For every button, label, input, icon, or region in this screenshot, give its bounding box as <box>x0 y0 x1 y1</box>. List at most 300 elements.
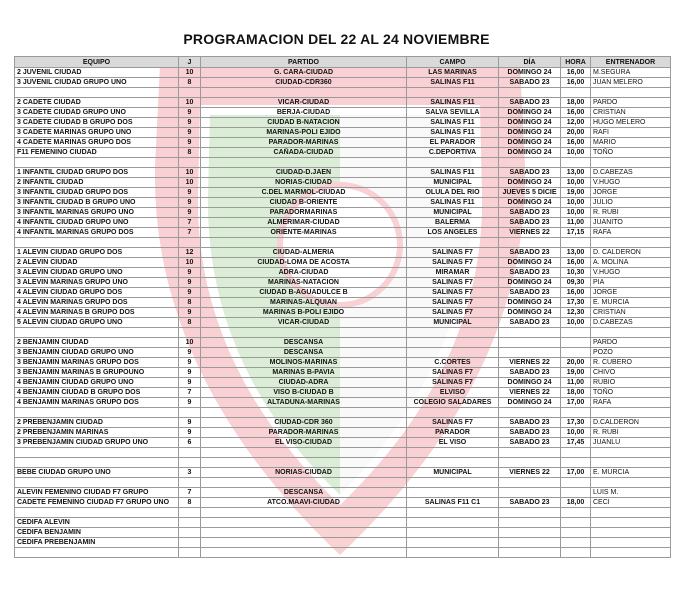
match-cell: CAÑADA-CIUDAD <box>201 148 407 158</box>
table-row <box>15 348 671 358</box>
match-cell: CIUDAD-CDR 360 <box>201 418 407 428</box>
coach-cell: JUAN MELERO <box>591 78 671 88</box>
round-cell: 9 <box>179 418 201 428</box>
field-cell: LOS ANGELES <box>407 228 499 238</box>
team-cell: 3 ALEVIN MARINAS GRUPO UNO <box>15 278 179 288</box>
coach-cell: PARDO <box>591 98 671 108</box>
table-row <box>15 398 671 408</box>
table-row <box>15 358 671 368</box>
match-cell: VISO B-CIUDAD B <box>201 388 407 398</box>
field-cell <box>407 488 499 498</box>
table-row <box>15 458 671 468</box>
table-row <box>15 528 671 538</box>
table-row <box>15 168 671 178</box>
round-cell <box>179 88 201 98</box>
coach-cell: RUBIO <box>591 378 671 388</box>
team-cell <box>15 328 179 338</box>
team-cell: 3 BENJAMIN MARINAS B GRUPOUNO <box>15 368 179 378</box>
round-cell: 8 <box>179 318 201 328</box>
table-row <box>15 498 671 508</box>
time-cell <box>561 238 591 248</box>
field-cell <box>407 528 499 538</box>
time-cell: 13,00 <box>561 248 591 258</box>
round-cell: 7 <box>179 228 201 238</box>
coach-cell <box>591 518 671 528</box>
coach-cell <box>591 508 671 518</box>
day-cell <box>499 538 561 548</box>
table-row <box>15 388 671 398</box>
table-row <box>15 178 671 188</box>
match-cell <box>201 528 407 538</box>
match-cell: ALTADUNA-MARINAS <box>201 398 407 408</box>
round-cell: 9 <box>179 268 201 278</box>
field-cell <box>407 538 499 548</box>
match-cell: MOLINOS-MARINAS <box>201 358 407 368</box>
coach-cell: PARDO <box>591 338 671 348</box>
day-cell: DOMINGO 24 <box>499 148 561 158</box>
round-cell: 9 <box>179 428 201 438</box>
field-cell <box>407 158 499 168</box>
coach-cell: R. CUBERO <box>591 358 671 368</box>
team-cell: 3 PREBENJAMIN CIUDAD GRUPO UNO <box>15 438 179 448</box>
team-cell <box>15 448 179 458</box>
match-cell: NORIAS-CIUDAD <box>201 178 407 188</box>
field-cell <box>407 238 499 248</box>
time-cell <box>561 328 591 338</box>
team-cell <box>15 238 179 248</box>
field-cell <box>407 458 499 468</box>
day-cell: SABADO 23 <box>499 98 561 108</box>
coach-cell: MARIO <box>591 138 671 148</box>
day-cell: VIERNES 22 <box>499 358 561 368</box>
field-cell <box>407 88 499 98</box>
day-cell <box>499 238 561 248</box>
table-row <box>15 138 671 148</box>
team-cell <box>15 408 179 418</box>
coach-cell <box>591 328 671 338</box>
table-row <box>15 228 671 238</box>
round-cell: 12 <box>179 248 201 258</box>
match-cell: CIUDAD-ADRA <box>201 378 407 388</box>
match-cell: ATCO.MAAVI-CIUDAD <box>201 498 407 508</box>
day-cell <box>499 348 561 358</box>
day-cell: DOMINGO 24 <box>499 308 561 318</box>
match-cell: MARINAS B-POLI EJIDO <box>201 308 407 318</box>
field-cell: SALINAS F11 <box>407 198 499 208</box>
round-cell: 10 <box>179 178 201 188</box>
match-cell <box>201 508 407 518</box>
team-cell: 3 BENJAMIN CIUDAD GRUPO UNO <box>15 348 179 358</box>
field-cell: EL PARADOR <box>407 138 499 148</box>
day-cell: SABADO 23 <box>499 428 561 438</box>
day-cell: SABADO 23 <box>499 268 561 278</box>
round-cell: 10 <box>179 258 201 268</box>
time-cell: 16,00 <box>561 258 591 268</box>
field-cell: MUNICIPAL <box>407 178 499 188</box>
day-cell: SABADO 23 <box>499 418 561 428</box>
time-cell: 10,00 <box>561 318 591 328</box>
table-row <box>15 468 671 478</box>
field-cell: COLEGIO SALADARES <box>407 398 499 408</box>
day-cell: SABADO 23 <box>499 318 561 328</box>
team-cell: 2 PREBENJAMIN MARINAS <box>15 428 179 438</box>
match-cell: CIUDAD-ALMERIA <box>201 248 407 258</box>
day-cell: SABADO 23 <box>499 218 561 228</box>
team-cell <box>15 88 179 98</box>
team-cell: 4 ALEVIN CIUDAD GRUPO DOS <box>15 288 179 298</box>
field-cell: SALINAS F11 <box>407 98 499 108</box>
match-cell: ORIENTE-MARINAS <box>201 228 407 238</box>
field-cell: OLULA DEL RIO <box>407 188 499 198</box>
team-cell <box>15 508 179 518</box>
match-cell: CIUDAD-LOMA DE ACOSTA <box>201 258 407 268</box>
time-cell <box>561 538 591 548</box>
coach-cell: V.HUGO <box>591 268 671 278</box>
table-row <box>15 328 671 338</box>
match-cell <box>201 238 407 248</box>
round-cell: 10 <box>179 168 201 178</box>
round-cell: 9 <box>179 358 201 368</box>
coach-cell: PIA <box>591 278 671 288</box>
day-cell <box>499 328 561 338</box>
day-cell: SABADO 23 <box>499 78 561 88</box>
table-row <box>15 378 671 388</box>
coach-cell: D. CALDERON <box>591 248 671 258</box>
day-cell <box>499 448 561 458</box>
round-cell: 7 <box>179 218 201 228</box>
time-cell <box>561 548 591 558</box>
day-cell <box>499 408 561 418</box>
round-cell: 8 <box>179 498 201 508</box>
table-row <box>15 108 671 118</box>
time-cell: 20,00 <box>561 128 591 138</box>
table-row <box>15 418 671 428</box>
table-row <box>15 238 671 248</box>
time-cell: 16,00 <box>561 78 591 88</box>
field-cell: SALINAS F7 <box>407 418 499 428</box>
match-cell: MARINAS-POLI EJIDO <box>201 128 407 138</box>
team-cell: 2 CADETE CIUDAD <box>15 98 179 108</box>
coach-cell <box>591 238 671 248</box>
match-cell: DESCANSA <box>201 338 407 348</box>
match-cell <box>201 458 407 468</box>
field-cell: SALINAS F7 <box>407 378 499 388</box>
match-cell: MARINAS-ALQUIAN <box>201 298 407 308</box>
time-cell: 17,00 <box>561 398 591 408</box>
day-cell: DOMINGO 24 <box>499 298 561 308</box>
column-header-j: J <box>179 57 201 68</box>
match-cell: BERJA-CIUDAD <box>201 108 407 118</box>
time-cell: 11,00 <box>561 218 591 228</box>
match-cell: PARADOR-MARINAS <box>201 138 407 148</box>
table-row <box>15 538 671 548</box>
day-cell: DOMINGO 24 <box>499 198 561 208</box>
field-cell: SALINAS F11 C1 <box>407 498 499 508</box>
field-cell: SALINAS F7 <box>407 308 499 318</box>
time-cell: 20,00 <box>561 358 591 368</box>
coach-cell: JUANLU <box>591 438 671 448</box>
round-cell: 6 <box>179 438 201 448</box>
time-cell: 17,45 <box>561 438 591 448</box>
coach-cell: JORGE <box>591 288 671 298</box>
round-cell: 9 <box>179 188 201 198</box>
time-cell: 17,00 <box>561 468 591 478</box>
round-cell <box>179 518 201 528</box>
field-cell: SALINAS F11 <box>407 118 499 128</box>
field-cell: MUNICIPAL <box>407 468 499 478</box>
day-cell: SABADO 23 <box>499 248 561 258</box>
column-header-entrenador: ENTRENADOR <box>591 57 671 68</box>
table-row <box>15 318 671 328</box>
round-cell: 7 <box>179 488 201 498</box>
day-cell: SABADO 23 <box>499 168 561 178</box>
table-row <box>15 248 671 258</box>
table-row <box>15 368 671 378</box>
field-cell: MIRAMAR <box>407 268 499 278</box>
field-cell: SALVA SEVILLA <box>407 108 499 118</box>
match-cell: G. CARA-CIUDAD <box>201 68 407 78</box>
round-cell <box>179 408 201 418</box>
field-cell: BALERMA <box>407 218 499 228</box>
round-cell: 9 <box>179 278 201 288</box>
match-cell: ADRA-CIUDAD <box>201 268 407 278</box>
day-cell: JUEVES 5 DICIE <box>499 188 561 198</box>
coach-cell <box>591 538 671 548</box>
time-cell: 16,00 <box>561 108 591 118</box>
match-cell: PARADOR-MARINAS <box>201 428 407 438</box>
day-cell: DOMINGO 24 <box>499 398 561 408</box>
table-row <box>15 298 671 308</box>
day-cell: DOMINGO 24 <box>499 378 561 388</box>
match-cell <box>201 88 407 98</box>
round-cell: 9 <box>179 398 201 408</box>
table-row <box>15 258 671 268</box>
table-row <box>15 198 671 208</box>
round-cell: 9 <box>179 308 201 318</box>
coach-cell <box>591 528 671 538</box>
team-cell: F11 FEMENINO CIUDAD <box>15 148 179 158</box>
round-cell: 9 <box>179 208 201 218</box>
field-cell: PARADOR <box>407 428 499 438</box>
coach-cell: CHIVO <box>591 368 671 378</box>
table-row <box>15 128 671 138</box>
team-cell: 3 CADETE CIUDAD GRUPO UNO <box>15 108 179 118</box>
time-cell: 17,30 <box>561 298 591 308</box>
time-cell: 10,00 <box>561 148 591 158</box>
coach-cell: V.HUGO <box>591 178 671 188</box>
field-cell: C.DEPORTIVA <box>407 148 499 158</box>
team-cell: 1 INFANTIL CIUDAD GRUPO DOS <box>15 168 179 178</box>
round-cell: 9 <box>179 378 201 388</box>
field-cell <box>407 518 499 528</box>
team-cell <box>15 478 179 488</box>
team-cell <box>15 158 179 168</box>
team-cell: 2 ALEVIN CIUDAD <box>15 258 179 268</box>
round-cell: 9 <box>179 288 201 298</box>
time-cell: 10,00 <box>561 178 591 188</box>
field-cell: SALINAS F7 <box>407 298 499 308</box>
coach-cell <box>591 478 671 488</box>
round-cell <box>179 528 201 538</box>
field-cell <box>407 548 499 558</box>
day-cell: DOMINGO 24 <box>499 108 561 118</box>
round-cell <box>179 328 201 338</box>
field-cell: SALINAS F7 <box>407 278 499 288</box>
match-cell: DESCANSA <box>201 488 407 498</box>
round-cell <box>179 448 201 458</box>
match-cell <box>201 548 407 558</box>
time-cell <box>561 478 591 488</box>
coach-cell: CRISTIAN <box>591 108 671 118</box>
time-cell: 19,00 <box>561 188 591 198</box>
time-cell <box>561 338 591 348</box>
time-cell <box>561 88 591 98</box>
table-row <box>15 488 671 498</box>
match-cell: CIUDAD-CDR360 <box>201 78 407 88</box>
team-cell: 4 BENJAMIN MARINAS GRUPO DOS <box>15 398 179 408</box>
field-cell: SALINAS F7 <box>407 288 499 298</box>
field-cell: SALINAS F11 <box>407 78 499 88</box>
column-header-partido: PARTIDO <box>201 57 407 68</box>
field-cell <box>407 508 499 518</box>
time-cell: 19,00 <box>561 368 591 378</box>
team-cell: 2 JUVENIL CIUDAD <box>15 68 179 78</box>
time-cell <box>561 528 591 538</box>
time-cell <box>561 158 591 168</box>
time-cell: 10,00 <box>561 208 591 218</box>
day-cell <box>499 518 561 528</box>
field-cell <box>407 408 499 418</box>
day-cell: SABADO 23 <box>499 438 561 448</box>
day-cell <box>499 528 561 538</box>
time-cell: 12,30 <box>561 308 591 318</box>
coach-cell: JULIO <box>591 198 671 208</box>
coach-cell: LUIS M. <box>591 488 671 498</box>
day-cell: DOMINGO 24 <box>499 128 561 138</box>
round-cell <box>179 548 201 558</box>
match-cell: CIUDAD B-AGUADULCE B <box>201 288 407 298</box>
table-row <box>15 78 671 88</box>
coach-cell: R. RUBI <box>591 428 671 438</box>
round-cell: 9 <box>179 368 201 378</box>
match-cell: MARINAS-NATACION <box>201 278 407 288</box>
time-cell <box>561 458 591 468</box>
round-cell <box>179 158 201 168</box>
field-cell <box>407 448 499 458</box>
round-cell <box>179 508 201 518</box>
coach-cell: POZO <box>591 348 671 358</box>
time-cell: 09,30 <box>561 278 591 288</box>
day-cell <box>499 158 561 168</box>
team-cell: 3 CADETE CIUDAD B GRUPO DOS <box>15 118 179 128</box>
day-cell: DOMINGO 24 <box>499 68 561 78</box>
team-cell: 2 INFANTIL CIUDAD <box>15 178 179 188</box>
time-cell: 18,00 <box>561 388 591 398</box>
table-row <box>15 288 671 298</box>
team-cell <box>15 548 179 558</box>
coach-cell: JUANITO <box>591 218 671 228</box>
time-cell <box>561 518 591 528</box>
time-cell <box>561 488 591 498</box>
time-cell <box>561 408 591 418</box>
time-cell: 16,00 <box>561 68 591 78</box>
team-cell: 4 CADETE MARINAS GRUPO DOS <box>15 138 179 148</box>
match-cell: MARINAS B-PAVIA <box>201 368 407 378</box>
time-cell: 13,00 <box>561 168 591 178</box>
coach-cell <box>591 548 671 558</box>
table-row <box>15 268 671 278</box>
team-cell: ALEVIN FEMENINO CIUDAD F7 GRUPO <box>15 488 179 498</box>
team-cell: 4 INFANTIL MARINAS GRUPO DOS <box>15 228 179 238</box>
day-cell <box>499 478 561 488</box>
coach-cell: M.SEGURA <box>591 68 671 78</box>
team-cell: CADETE FEMENINO CIUDAD F7 GRUPO UNO <box>15 498 179 508</box>
round-cell <box>179 458 201 468</box>
team-cell: 2 BENJAMIN CIUDAD <box>15 338 179 348</box>
column-header-campo: CAMPO <box>407 57 499 68</box>
table-row <box>15 278 671 288</box>
match-cell: CIUDAD B-NATACION <box>201 118 407 128</box>
table-row <box>15 438 671 448</box>
time-cell <box>561 448 591 458</box>
coach-cell: D.CABEZAS <box>591 168 671 178</box>
header-row <box>15 57 671 68</box>
day-cell: DOMINGO 24 <box>499 118 561 128</box>
time-cell: 10,00 <box>561 198 591 208</box>
round-cell: 10 <box>179 98 201 108</box>
field-cell: SALINAS F7 <box>407 248 499 258</box>
field-cell: ELVISO <box>407 388 499 398</box>
match-cell: NORIAS-CIUDAD <box>201 468 407 478</box>
match-cell: EL VISO-CIUDAD <box>201 438 407 448</box>
match-cell: ALMERIMAR-CIUDAD <box>201 218 407 228</box>
field-cell: SALINAS F11 <box>407 168 499 178</box>
field-cell <box>407 338 499 348</box>
schedule-table <box>14 56 671 558</box>
round-cell: 9 <box>179 198 201 208</box>
team-cell: 4 ALEVIN MARINAS GRUPO DOS <box>15 298 179 308</box>
round-cell: 9 <box>179 138 201 148</box>
match-cell <box>201 478 407 488</box>
team-cell: 1 ALEVIN CIUDAD GRUPO DOS <box>15 248 179 258</box>
match-cell <box>201 328 407 338</box>
match-cell <box>201 158 407 168</box>
team-cell: 3 JUVENIL CIUDAD GRUPO UNO <box>15 78 179 88</box>
round-cell: 9 <box>179 128 201 138</box>
team-cell: 4 INFANTIL CIUDAD GRUPO UNO <box>15 218 179 228</box>
match-cell: CIUDAD B-ORIENTE <box>201 198 407 208</box>
day-cell: VIERNES 22 <box>499 228 561 238</box>
field-cell: MUNICIPAL <box>407 318 499 328</box>
field-cell: LAS MARINAS <box>407 68 499 78</box>
team-cell: 3 INFANTIL CIUDAD GRUPO DOS <box>15 188 179 198</box>
coach-cell: D.CALDERON <box>591 418 671 428</box>
day-cell: SABADO 23 <box>499 368 561 378</box>
day-cell <box>499 508 561 518</box>
table-row <box>15 428 671 438</box>
team-cell: BEBE CIUDAD GRUPO UNO <box>15 468 179 478</box>
field-cell: SALINAS F11 <box>407 128 499 138</box>
column-header-equipo: EQUIPO <box>15 57 179 68</box>
coach-cell <box>591 408 671 418</box>
coach-cell: RAFA <box>591 398 671 408</box>
day-cell: SABADO 23 <box>499 208 561 218</box>
table-row <box>15 218 671 228</box>
match-cell: CIUDAD-D.JAEN <box>201 168 407 178</box>
time-cell: 16,00 <box>561 288 591 298</box>
team-cell: CEDIFA PREBENJAMIN <box>15 538 179 548</box>
coach-cell <box>591 448 671 458</box>
